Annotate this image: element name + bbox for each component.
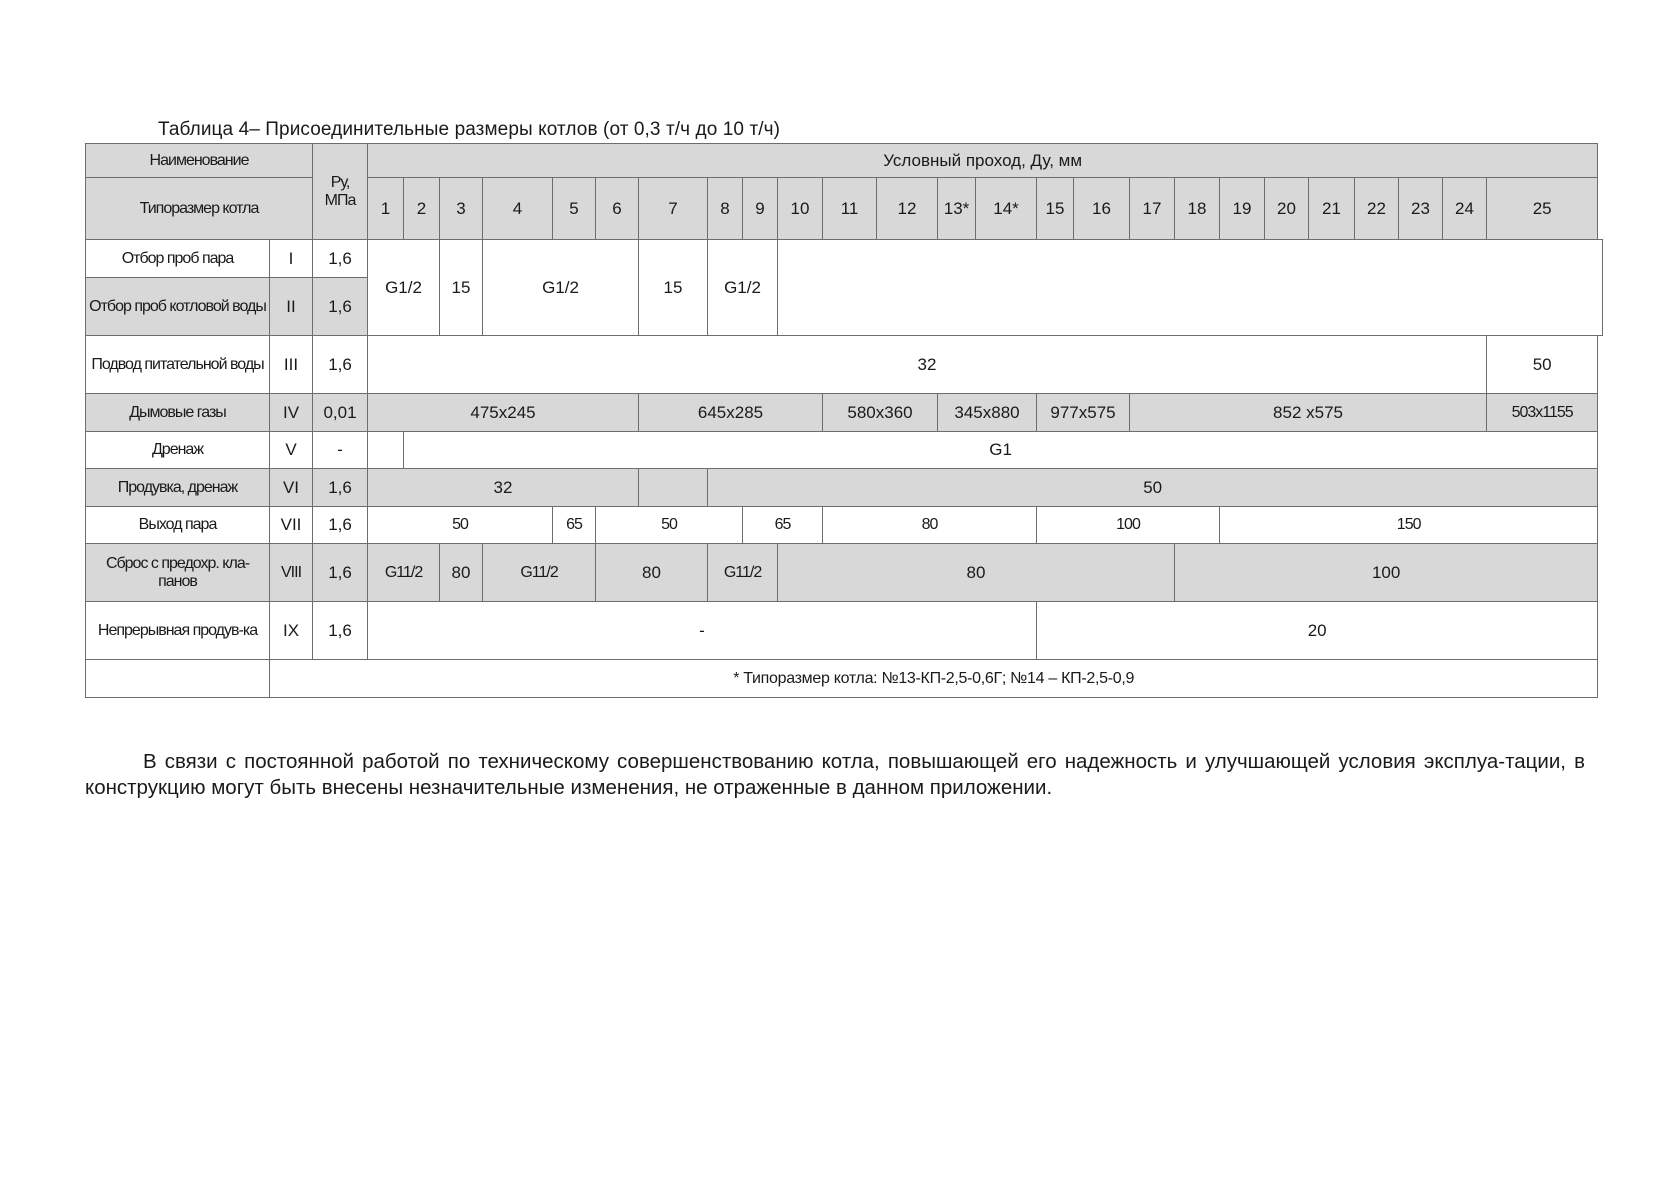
column-number: 7 [639,178,708,240]
cell-value: G11/2 [483,544,596,602]
cell-value: 100 [1175,544,1598,602]
cell-value: G1/2 [708,240,778,336]
cell-value: 80 [596,544,708,602]
row-roman: VIII [270,544,313,602]
cell-value: 50 [368,507,553,544]
cell-value: - [368,602,1037,660]
column-number: 22 [1355,178,1399,240]
row-pressure: 0,01 [313,394,368,432]
column-number: 9 [743,178,778,240]
cell-value: 32 [368,469,639,507]
header-name: Наименование [86,144,313,178]
row-roman: VII [270,507,313,544]
column-number: 5 [553,178,596,240]
row-roman: IV [270,394,313,432]
cell-value: 80 [823,507,1037,544]
column-number: 4 [483,178,553,240]
table-row [86,469,1603,507]
table-row [86,432,1603,469]
column-number: 6 [596,178,639,240]
column-number: 11 [823,178,877,240]
row-name: Непрерывная продув-ка [86,602,270,660]
body-paragraph: В связи с постоянной работой по техническому совершенствованию котла, повышающей его надежность и улучшающей условия эксплуа-тации, в конструкцию могут быть внесены незначительные изменения, не отраженные в данном приложении. [85,749,1585,799]
column-number: 15 [1037,178,1074,240]
row-name: Дымовые газы [86,394,270,432]
cell-empty [639,469,708,507]
cell-value: G11/2 [708,544,778,602]
row-roman: I [270,240,313,278]
cell-empty [368,432,404,469]
cell-value: 345x880 [938,394,1037,432]
table-caption: Таблица 4– Присоединительные размеры котлов (от 0,3 т/ч до 10 т/ч) [158,119,781,140]
row-pressure: 1,6 [313,336,368,394]
row-name: Дренаж [86,432,270,469]
cell-value: 645x285 [639,394,823,432]
column-number: 21 [1309,178,1355,240]
column-number: 3 [440,178,483,240]
cell-value: 50 [708,469,1598,507]
row-roman: II [270,278,313,336]
column-number: 2 [404,178,440,240]
cell-value: 32 [368,336,1487,394]
table-row [86,240,1603,278]
table-row [86,602,1603,660]
column-number: 16 [1074,178,1130,240]
cell-value: 150 [1220,507,1598,544]
cell-value: 475x245 [368,394,639,432]
cell-value: 15 [440,240,483,336]
row-name: Подвод питательной воды [86,336,270,394]
column-number: 10 [778,178,823,240]
cell-empty [778,240,1603,336]
table-row [86,336,1603,394]
row-roman: III [270,336,313,394]
cell-value: G1 [404,432,1598,469]
header-pressure: Ру, МПа [313,144,368,240]
column-number: 14* [976,178,1037,240]
column-number: 20 [1265,178,1309,240]
table-row [86,544,1603,602]
cell-value: 50 [1487,336,1598,394]
row-pressure: - [313,432,368,469]
header-passage: Условный проход, Ду, мм [368,144,1598,178]
row-pressure: 1,6 [313,240,368,278]
cell-value: 65 [553,507,596,544]
column-number: 1 [368,178,404,240]
column-number: 13* [938,178,976,240]
column-number: 17 [1130,178,1175,240]
table-row [86,507,1603,544]
row-name: Сброс с предохр. кла-панов [86,544,270,602]
cell-value: 15 [639,240,708,336]
cell-value: 65 [743,507,823,544]
cell-value: G1/2 [368,240,440,336]
table-footnote: * Типоразмер котла: №13-КП-2,5-0,6Г; №14 – КП-2,5-0,9 [270,660,1598,698]
column-number: 8 [708,178,743,240]
connection-dimensions-table [85,143,1603,698]
row-pressure: 1,6 [313,544,368,602]
table-row [86,660,1603,698]
cell-value: 100 [1037,507,1220,544]
cell-value: 50 [596,507,743,544]
row-roman: V [270,432,313,469]
row-name: Отбор проб котловой воды [86,278,270,336]
row-name: Выход пара [86,507,270,544]
column-number: 18 [1175,178,1220,240]
column-number: 23 [1399,178,1443,240]
row-name: Продувка, дренаж [86,469,270,507]
cell-value: 580x360 [823,394,938,432]
row-name: Отбор проб пара [86,240,270,278]
column-number: 24 [1443,178,1487,240]
row-roman: IX [270,602,313,660]
header-boiler-size: Типоразмер котла [86,178,313,240]
cell-value: 852 x575 [1130,394,1487,432]
cell-value: 80 [440,544,483,602]
cell-value: 80 [778,544,1175,602]
row-roman: VI [270,469,313,507]
table-row [86,394,1603,432]
column-number: 19 [1220,178,1265,240]
row-pressure: 1,6 [313,507,368,544]
row-pressure: 1,6 [313,602,368,660]
row-pressure: 1,6 [313,278,368,336]
cell-value: G1/2 [483,240,639,336]
cell-value: G11/2 [368,544,440,602]
cell-empty [86,660,270,698]
cell-value: 977x575 [1037,394,1130,432]
column-number: 12 [877,178,938,240]
column-number: 25 [1487,178,1598,240]
row-pressure: 1,6 [313,469,368,507]
cell-value: 20 [1037,602,1598,660]
cell-value: 503x1155 [1487,394,1598,432]
